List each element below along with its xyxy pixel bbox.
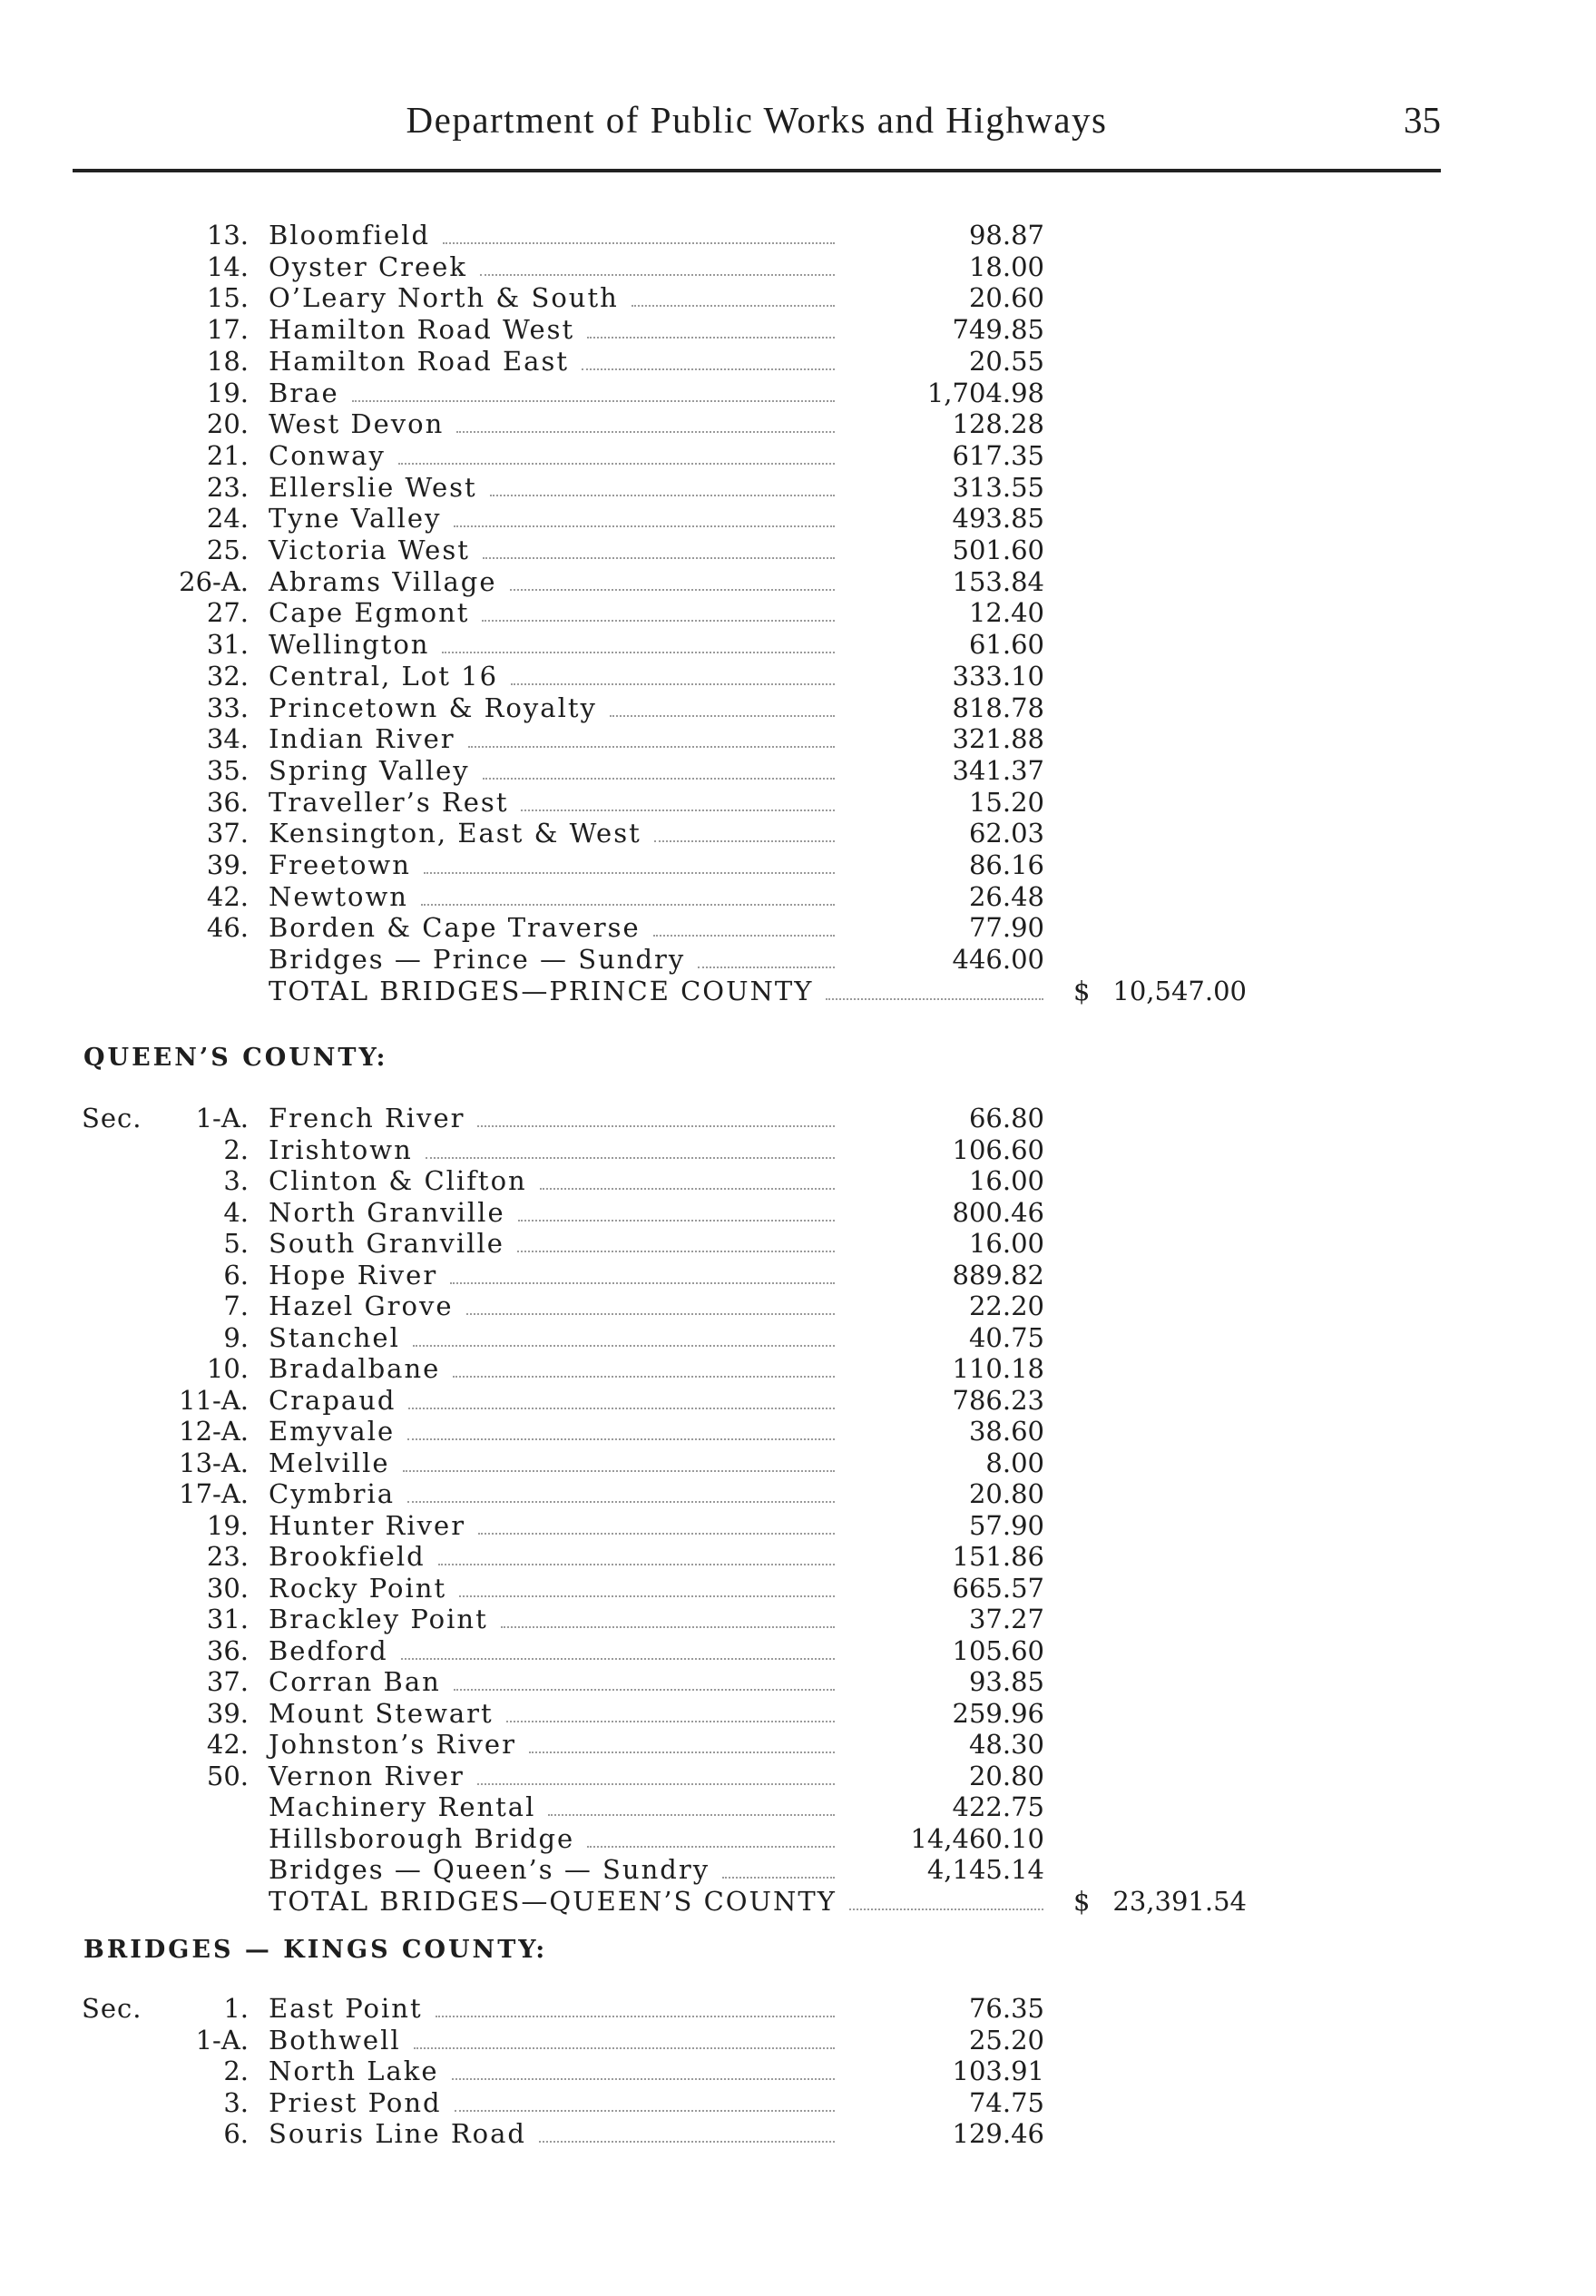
bridge-name: Crapaud	[269, 1384, 397, 1416]
amount: 818.78	[952, 692, 1044, 723]
amount: 12.40	[968, 597, 1044, 629]
table-row	[0, 1447, 1596, 1478]
dot-leader	[398, 463, 835, 465]
table-row	[0, 346, 1596, 377]
table-row	[0, 1260, 1596, 1290]
amount: 617.35	[952, 439, 1044, 471]
amount: 22.20	[968, 1290, 1044, 1321]
header-rule	[73, 169, 1441, 172]
table-row	[0, 1604, 1596, 1634]
bridge-name: Bradalbane	[269, 1353, 441, 1384]
bridge-name: French River	[269, 1103, 465, 1133]
dot-leader	[413, 1345, 835, 1347]
amount: 74.75	[968, 2086, 1044, 2118]
table-row	[0, 912, 1596, 943]
dot-leader	[587, 1846, 835, 1848]
table-row	[0, 440, 1596, 471]
bridge-name: Borden & Cape Traverse	[269, 912, 641, 944]
page-number: 35	[1404, 99, 1441, 141]
amount: 40.75	[968, 1321, 1044, 1353]
amount: 48.30	[968, 1729, 1044, 1760]
table-row	[0, 755, 1596, 786]
bridge-name: Bloomfield	[269, 220, 431, 250]
section-number: 12-A.	[179, 1416, 249, 1447]
section-number: 30.	[206, 1572, 249, 1604]
bridge-name: Emyvale	[269, 1416, 396, 1447]
section-number: 23.	[206, 471, 249, 503]
amount: 1,704.98	[926, 377, 1044, 408]
bridge-name: Victoria West	[269, 535, 470, 565]
section-number: 37.	[206, 1666, 249, 1697]
dot-leader	[436, 2016, 835, 2017]
section-number: 36.	[206, 1634, 249, 1666]
dot-leader	[698, 966, 835, 968]
table-row	[0, 597, 1596, 628]
dot-leader	[426, 1157, 835, 1159]
section-number: 5.	[223, 1228, 249, 1259]
section-number: 11-A.	[179, 1384, 249, 1416]
total-value: 10,547.00	[1112, 975, 1247, 1006]
amount: 153.84	[952, 565, 1044, 597]
table-row	[0, 2118, 1596, 2149]
table-row	[0, 566, 1596, 597]
table-row	[0, 1385, 1596, 1416]
section-number: 17.	[206, 314, 249, 346]
dot-leader	[454, 525, 835, 527]
amount: 16.00	[968, 1165, 1044, 1196]
dot-leader	[468, 746, 835, 748]
amount: 20.80	[968, 1478, 1044, 1509]
bridge-name: Hillsborough Bridge	[269, 1822, 575, 1854]
bridge-name: Oyster Creek	[269, 250, 467, 282]
currency-symbol: $	[1073, 1885, 1091, 1917]
section-number: 35.	[206, 754, 249, 786]
section-number: 4.	[223, 1196, 249, 1228]
section-number: 6.	[223, 1259, 249, 1290]
dot-leader	[466, 1313, 835, 1315]
dot-leader	[482, 620, 835, 622]
dot-leader	[403, 1470, 835, 1472]
amount: 259.96	[952, 1697, 1044, 1729]
table-row	[0, 1134, 1596, 1165]
amount: 18.00	[968, 250, 1044, 282]
section-number: 27.	[206, 597, 249, 629]
section-number: 9.	[223, 1321, 249, 1353]
dot-leader	[401, 1658, 835, 1660]
bridge-name: Bedford	[269, 1634, 388, 1666]
bridge-name: Abrams Village	[269, 565, 497, 597]
amount: 77.90	[968, 912, 1044, 944]
dot-leader	[548, 1814, 835, 1816]
dot-leader	[450, 1282, 835, 1284]
bridge-name: Clinton & Clifton	[269, 1165, 527, 1196]
total-label: TOTAL BRIDGES—QUEEN’S COUNTY	[269, 1885, 837, 1917]
table-row	[0, 1510, 1596, 1541]
bridge-name: Spring Valley	[269, 754, 470, 786]
table-row	[0, 1854, 1596, 1885]
dot-leader	[454, 1689, 835, 1691]
bridge-name: Mount Stewart	[269, 1697, 494, 1729]
dot-leader	[501, 1626, 835, 1628]
amount: 20.55	[968, 345, 1044, 377]
dot-leader	[610, 715, 835, 717]
table-row	[0, 1290, 1596, 1321]
section-prefix: Sec.	[82, 1993, 142, 2024]
table-row	[0, 723, 1596, 754]
section-number: 6.	[223, 2118, 249, 2150]
table-row	[0, 629, 1596, 660]
bridge-name: Corran Ban	[269, 1666, 441, 1697]
bridge-name: Cymbria	[269, 1478, 396, 1509]
dot-leader	[438, 1564, 835, 1565]
section-number: 7.	[223, 1290, 249, 1321]
amount: 61.60	[968, 629, 1044, 661]
section-number: 37.	[206, 818, 249, 849]
bridge-name: Irishtown	[269, 1133, 413, 1165]
section-number: 1-A.	[195, 2024, 249, 2056]
dot-leader	[506, 1721, 835, 1722]
section-number: 18.	[206, 345, 249, 377]
dot-leader	[540, 1188, 835, 1190]
dot-leader	[826, 998, 1043, 1000]
amount: 66.80	[968, 1103, 1044, 1133]
amount: 57.90	[968, 1509, 1044, 1541]
bridge-name: Hamilton Road East	[269, 345, 569, 377]
section-number: 2.	[223, 2056, 249, 2087]
amount: 37.27	[968, 1604, 1044, 1634]
dot-leader	[490, 495, 835, 496]
section-number: 10.	[206, 1353, 249, 1384]
table-row	[0, 1993, 1596, 2024]
section-number: 33.	[206, 692, 249, 723]
bridge-name: Kensington, East & West	[269, 818, 641, 849]
bridge-name: Indian River	[269, 723, 455, 755]
table-row	[0, 1165, 1596, 1196]
table-row	[0, 1823, 1596, 1854]
table-row	[0, 378, 1596, 408]
section-number: 26-A.	[179, 565, 249, 597]
bridge-name: Central, Lot 16	[269, 660, 499, 692]
table-row	[0, 408, 1596, 439]
bridge-name: Traveller’s Rest	[269, 786, 509, 818]
bridge-name: Princetown & Royalty	[269, 692, 597, 723]
section-number: 3.	[223, 2086, 249, 2118]
amount: 62.03	[968, 818, 1044, 849]
section-number: 15.	[206, 282, 249, 314]
table-row	[0, 818, 1596, 849]
bridge-name: Vernon River	[269, 1760, 465, 1791]
amount: 16.00	[968, 1228, 1044, 1259]
dot-leader	[452, 2078, 835, 2080]
section-number: 25.	[206, 535, 249, 565]
amount: 749.85	[952, 314, 1044, 346]
section-number: 13-A.	[179, 1447, 249, 1478]
section-number: 17-A.	[179, 1478, 249, 1509]
dot-leader	[722, 1877, 835, 1879]
bridge-name: Newtown	[269, 880, 408, 912]
total-label: TOTAL BRIDGES—PRINCE COUNTY	[269, 975, 814, 1006]
currency-symbol: $	[1073, 975, 1091, 1006]
dot-leader	[539, 2141, 835, 2143]
amount: 76.35	[968, 1993, 1044, 2024]
table-row	[0, 1791, 1596, 1822]
table-row	[0, 1729, 1596, 1760]
dot-leader	[414, 2047, 835, 2049]
table-row	[0, 1416, 1596, 1447]
amount: 800.46	[952, 1196, 1044, 1228]
dot-leader	[421, 904, 835, 906]
section-number: 24.	[206, 503, 249, 535]
table-row	[0, 2087, 1596, 2118]
dot-leader	[443, 242, 835, 244]
bridge-name: Hunter River	[269, 1509, 466, 1541]
table-row	[0, 1666, 1596, 1697]
bridge-name: Brae	[269, 377, 339, 408]
section-number: 32.	[206, 660, 249, 692]
bridge-name: South Granville	[269, 1228, 504, 1259]
table-row	[0, 1322, 1596, 1353]
section-number: 14.	[206, 250, 249, 282]
section-number: 13.	[206, 220, 249, 250]
amount: 93.85	[968, 1666, 1044, 1697]
bridge-name: Conway	[269, 439, 386, 471]
amount: 105.60	[952, 1634, 1044, 1666]
dot-leader	[521, 809, 835, 811]
table-row	[0, 944, 1596, 975]
table-row	[0, 472, 1596, 503]
dot-leader	[483, 778, 835, 780]
bridge-name: North Lake	[269, 2056, 439, 2087]
amount: 20.60	[968, 282, 1044, 314]
dot-leader	[408, 1408, 835, 1409]
amount: 889.82	[952, 1259, 1044, 1290]
amount: 8.00	[985, 1447, 1044, 1478]
total-row	[0, 1886, 1596, 1917]
page-header	[73, 98, 1441, 152]
bridge-name: Johnston’s River	[269, 1729, 516, 1760]
bridge-name: Stanchel	[269, 1321, 400, 1353]
amount: 4,145.14	[926, 1854, 1044, 1885]
section-number: 31.	[206, 629, 249, 661]
table-row	[0, 1761, 1596, 1791]
section-number: 19.	[206, 1509, 249, 1541]
table-row	[0, 251, 1596, 282]
dot-leader	[529, 1751, 835, 1753]
table-row	[0, 1698, 1596, 1729]
section-number: 42.	[206, 1729, 249, 1760]
amount: 14,460.10	[910, 1822, 1044, 1854]
table-row	[0, 503, 1596, 534]
section-number: 42.	[206, 880, 249, 912]
amount: 321.88	[952, 723, 1044, 755]
dot-leader	[424, 872, 835, 874]
total-value: 23,391.54	[1112, 1885, 1247, 1917]
section-number: 1.	[223, 1993, 249, 2024]
bridge-name: Wellington	[269, 629, 430, 661]
dot-leader	[632, 305, 835, 307]
dot-leader	[654, 840, 835, 842]
dot-leader	[653, 935, 835, 937]
amount: 333.10	[952, 660, 1044, 692]
bridge-name: Brookfield	[269, 1541, 426, 1572]
section-number: 2.	[223, 1133, 249, 1165]
section-number: 36.	[206, 786, 249, 818]
table-row	[0, 2025, 1596, 2056]
amount: 110.18	[952, 1353, 1044, 1384]
dot-leader	[510, 589, 835, 591]
section-number: 39.	[206, 849, 249, 880]
dot-leader	[455, 2110, 835, 2112]
table-row	[0, 282, 1596, 313]
dot-leader	[442, 652, 835, 653]
table-row	[0, 1478, 1596, 1509]
amount: 98.87	[968, 220, 1044, 250]
amount: 501.60	[952, 535, 1044, 565]
total-row	[0, 976, 1596, 1006]
dot-leader	[407, 1438, 835, 1440]
bridge-name: Priest Pond	[269, 2086, 442, 2118]
bridge-name: Hamilton Road West	[269, 314, 575, 346]
table-row	[0, 787, 1596, 818]
table-row	[0, 1353, 1596, 1384]
section-number: 21.	[206, 439, 249, 471]
bridge-name: Bothwell	[269, 2024, 401, 2056]
amount: 129.46	[952, 2118, 1044, 2150]
bridge-name: Hazel Grove	[269, 1290, 454, 1321]
table-row	[0, 535, 1596, 565]
dot-leader	[459, 1595, 835, 1597]
dot-leader	[478, 1533, 835, 1535]
amount: 341.37	[952, 754, 1044, 786]
section-number: 19.	[206, 377, 249, 408]
dot-leader	[582, 368, 835, 370]
bridge-name: Bridges — Prince — Sundry	[269, 944, 686, 976]
queens-county-heading: QUEEN’S COUNTY:	[83, 1044, 388, 1072]
dot-leader	[477, 1125, 835, 1127]
table-row	[0, 1541, 1596, 1572]
section-number: 46.	[206, 912, 249, 944]
amount: 786.23	[952, 1384, 1044, 1416]
section-number: 31.	[206, 1604, 249, 1634]
dot-leader	[477, 1783, 835, 1785]
dot-leader	[511, 683, 835, 685]
dot-leader	[352, 400, 835, 402]
dot-leader	[483, 557, 835, 559]
dot-leader	[456, 431, 835, 433]
bridge-name: East Point	[269, 1993, 423, 2024]
amount: 20.80	[968, 1760, 1044, 1791]
amount: 15.20	[968, 786, 1044, 818]
amount: 151.86	[952, 1541, 1044, 1572]
bridge-name: North Granville	[269, 1196, 505, 1228]
section-number: 23.	[206, 1541, 249, 1572]
table-row	[0, 1103, 1596, 1133]
section-prefix: Sec.	[82, 1103, 142, 1133]
amount: 103.91	[952, 2056, 1044, 2087]
dot-leader	[849, 1908, 1043, 1910]
table-row	[0, 2056, 1596, 2086]
bridge-name: West Devon	[269, 408, 445, 440]
table-row	[0, 661, 1596, 692]
amount: 86.16	[968, 849, 1044, 880]
bridge-name: Melville	[269, 1447, 390, 1478]
bridge-name: Hope River	[269, 1259, 438, 1290]
dot-leader	[407, 1501, 835, 1503]
section-number: 34.	[206, 723, 249, 755]
table-row	[0, 1228, 1596, 1259]
table-row	[0, 881, 1596, 912]
section-number: 20.	[206, 408, 249, 440]
amount: 25.20	[968, 2024, 1044, 2056]
table-row	[0, 692, 1596, 723]
section-number: 39.	[206, 1697, 249, 1729]
bridge-name: Bridges — Queen’s — Sundry	[269, 1854, 710, 1885]
bridge-name: Tyne Valley	[269, 503, 442, 535]
amount: 422.75	[952, 1791, 1044, 1822]
dot-leader	[480, 274, 835, 276]
bridge-name: Rocky Point	[269, 1572, 447, 1604]
bridge-name: Machinery Rental	[269, 1791, 536, 1822]
table-row	[0, 1635, 1596, 1666]
bridge-name: Cape Egmont	[269, 597, 470, 629]
kings-county-heading: BRIDGES — KINGS COUNTY:	[83, 1936, 548, 1964]
dot-leader	[453, 1376, 835, 1378]
table-row	[0, 1573, 1596, 1604]
amount: 446.00	[952, 944, 1044, 976]
amount: 26.48	[968, 880, 1044, 912]
amount: 665.57	[952, 1572, 1044, 1604]
page-title: Department of Public Works and Highways	[406, 99, 1108, 141]
dot-leader	[587, 337, 835, 339]
amount: 493.85	[952, 503, 1044, 535]
bridge-name: Ellerslie West	[269, 471, 477, 503]
amount: 106.60	[952, 1133, 1044, 1165]
section-number: 1-A.	[195, 1103, 249, 1133]
table-row	[0, 220, 1596, 250]
dot-leader	[517, 1251, 835, 1252]
table-row	[0, 849, 1596, 880]
section-number: 3.	[223, 1165, 249, 1196]
amount: 128.28	[952, 408, 1044, 440]
bridge-name: Freetown	[269, 849, 411, 880]
amount: 313.55	[952, 471, 1044, 503]
bridge-name: O’Leary North & South	[269, 282, 619, 314]
bridge-name: Souris Line Road	[269, 2118, 526, 2150]
amount: 38.60	[968, 1416, 1044, 1447]
section-number: 50.	[206, 1760, 249, 1791]
bridge-name: Brackley Point	[269, 1604, 488, 1634]
table-row	[0, 1197, 1596, 1228]
table-row	[0, 314, 1596, 345]
dot-leader	[518, 1220, 835, 1222]
